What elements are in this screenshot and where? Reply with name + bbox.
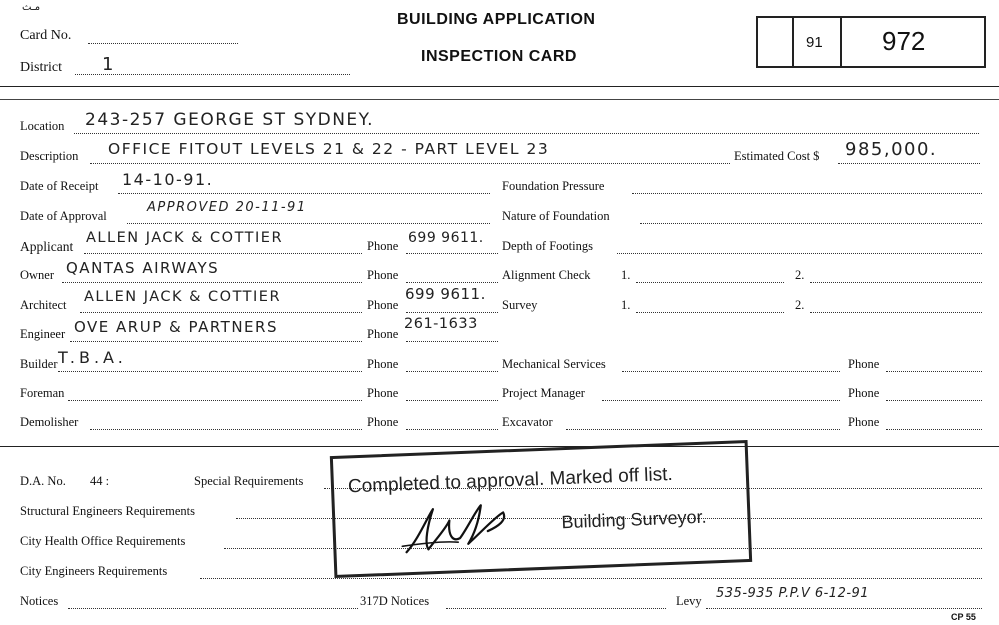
architect-value: ALLEN JACK & COTTIER: [84, 289, 282, 305]
architect-phone-line: [406, 312, 498, 313]
project-manager-phone-line: [886, 400, 982, 401]
excavator-phone-label: Phone: [848, 415, 880, 429]
date-approval-line: [127, 223, 490, 224]
foreman-label: Foreman: [20, 386, 65, 400]
estimated-cost-line: [838, 163, 980, 164]
builder-label: Builder: [20, 357, 58, 371]
foreman-line: [68, 400, 362, 401]
card-number-box: [756, 16, 986, 68]
surveyor-signature: [397, 496, 529, 561]
survey-1-line: [636, 312, 784, 313]
mechanical-line: [622, 371, 840, 372]
owner-line: [62, 282, 362, 283]
applicant-value: ALLEN JACK & COTTIER: [86, 230, 284, 246]
excavator-phone-line: [886, 429, 982, 430]
description-value: OFFICE FITOUT LEVELS 21 & 22 - PART LEVEL 23: [108, 140, 550, 158]
engineer-phone-label: Phone: [367, 327, 399, 341]
demolisher-phone-line: [406, 429, 498, 430]
project-manager-line: [602, 400, 840, 401]
health-requirements-label: City Health Office Requirements: [20, 534, 186, 548]
engineer-line: [70, 341, 362, 342]
location-line: [74, 133, 979, 134]
notices-317d-line: [446, 608, 666, 609]
survey-1-label: 1.: [621, 298, 631, 312]
excavator-line: [566, 429, 840, 430]
levy-value: 535-935 P.P.V 6-12-91: [716, 586, 870, 601]
date-receipt-label: Date of Receipt: [20, 179, 99, 193]
mechanical-label: Mechanical Services: [502, 357, 606, 371]
da-value: 44 :: [90, 474, 110, 488]
nature-foundation-line: [640, 223, 982, 224]
demolisher-line: [90, 429, 362, 430]
depth-footings-line: [617, 253, 982, 254]
description-label: Description: [20, 149, 79, 163]
architect-label: Architect: [20, 298, 67, 312]
architect-line: [80, 312, 362, 313]
demolisher-phone-label: Phone: [367, 415, 399, 429]
card-number-divider-1: [792, 18, 794, 66]
form-title-line2: INSPECTION CARD: [421, 48, 577, 65]
alignment-check-label: Alignment Check: [502, 268, 591, 282]
stamp-line1: Completed to approval. Marked off list.: [347, 463, 674, 498]
engineer-phone-line: [406, 341, 498, 342]
card-number-year: 91: [806, 34, 823, 51]
alignment-check-2-label: 2.: [795, 268, 805, 282]
foreman-phone-line: [406, 400, 498, 401]
date-receipt-value: 14-10-91.: [122, 170, 214, 189]
builder-line: [58, 371, 362, 372]
alignment-check-2-line: [810, 282, 982, 283]
applicant-phone-label: Phone: [367, 239, 399, 253]
demolisher-label: Demolisher: [20, 415, 79, 429]
foundation-pressure-label: Foundation Pressure: [502, 179, 605, 193]
special-requirements-label: Special Requirements: [194, 474, 304, 488]
middle-rule: [0, 446, 999, 447]
owner-phone-line: [406, 282, 498, 283]
project-manager-label: Project Manager: [502, 386, 585, 400]
stamp-line2: Building Surveyor.: [561, 506, 707, 533]
levy-label: Levy: [676, 594, 702, 608]
owner-value: QANTAS AIRWAYS: [66, 259, 220, 277]
nature-foundation-label: Nature of Foundation: [502, 209, 610, 223]
date-receipt-line: [118, 193, 490, 194]
card-no-label: Card No.: [20, 28, 72, 43]
structural-requirements-label: Structural Engineers Requirements: [20, 504, 195, 518]
alignment-check-1-label: 1.: [621, 268, 631, 282]
card-header-mark: م‍ـث: [22, 2, 41, 13]
foreman-phone-label: Phone: [367, 386, 399, 400]
alignment-check-1-line: [636, 282, 784, 283]
project-manager-phone-label: Phone: [848, 386, 880, 400]
applicant-phone-line: [406, 253, 498, 254]
header-rule-2: [0, 99, 999, 100]
levy-line: [706, 608, 982, 609]
notices-label: Notices: [20, 594, 59, 608]
engineer-phone-value: 261-1633: [404, 316, 478, 332]
da-label: D.A. No.: [20, 474, 66, 488]
depth-footings-label: Depth of Footings: [502, 239, 593, 253]
card-number-divider-2: [840, 18, 842, 66]
engineer-label: Engineer: [20, 327, 66, 341]
date-approval-value: APPROVED 20-11-91: [147, 200, 307, 215]
location-label: Location: [20, 119, 65, 133]
applicant-phone-value: 699 9611.: [408, 230, 484, 246]
form-code: CP 55: [951, 612, 976, 622]
applicant-label: Applicant: [20, 239, 74, 254]
district-line: [75, 74, 350, 75]
owner-phone-label: Phone: [367, 268, 399, 282]
estimated-cost-label: Estimated Cost $: [734, 149, 820, 163]
district-label: District: [20, 60, 62, 75]
approval-stamp: [330, 440, 752, 578]
estimated-cost-value: 985,000.: [845, 139, 938, 160]
header-rule: [0, 86, 999, 87]
excavator-label: Excavator: [502, 415, 553, 429]
card-no-line: [88, 43, 238, 44]
owner-label: Owner: [20, 268, 55, 282]
mechanical-phone-label: Phone: [848, 357, 880, 371]
survey-2-line: [810, 312, 982, 313]
builder-phone-line: [406, 371, 498, 372]
architect-phone-label: Phone: [367, 298, 399, 312]
survey-2-label: 2.: [795, 298, 805, 312]
description-line: [90, 163, 730, 164]
form-title-line1: BUILDING APPLICATION: [397, 11, 596, 28]
notices-317d-label: 317D Notices: [360, 594, 430, 608]
applicant-line: [84, 253, 362, 254]
district-value: 1: [102, 54, 115, 75]
card-number: 972: [882, 26, 926, 56]
builder-phone-label: Phone: [367, 357, 399, 371]
location-value: 243-257 GEORGE ST SYDNEY.: [85, 110, 375, 130]
architect-phone-value: 699 9611.: [405, 285, 486, 303]
foundation-pressure-line: [632, 193, 982, 194]
mechanical-phone-line: [886, 371, 982, 372]
builder-value: T.B.A.: [58, 348, 127, 367]
engineer-value: OVE ARUP & PARTNERS: [74, 318, 278, 336]
engineers-requirements-label: City Engineers Requirements: [20, 564, 168, 578]
survey-label: Survey: [502, 298, 538, 312]
notices-line: [68, 608, 358, 609]
date-approval-label: Date of Approval: [20, 209, 107, 223]
engineers-requirements-line: [200, 578, 982, 579]
